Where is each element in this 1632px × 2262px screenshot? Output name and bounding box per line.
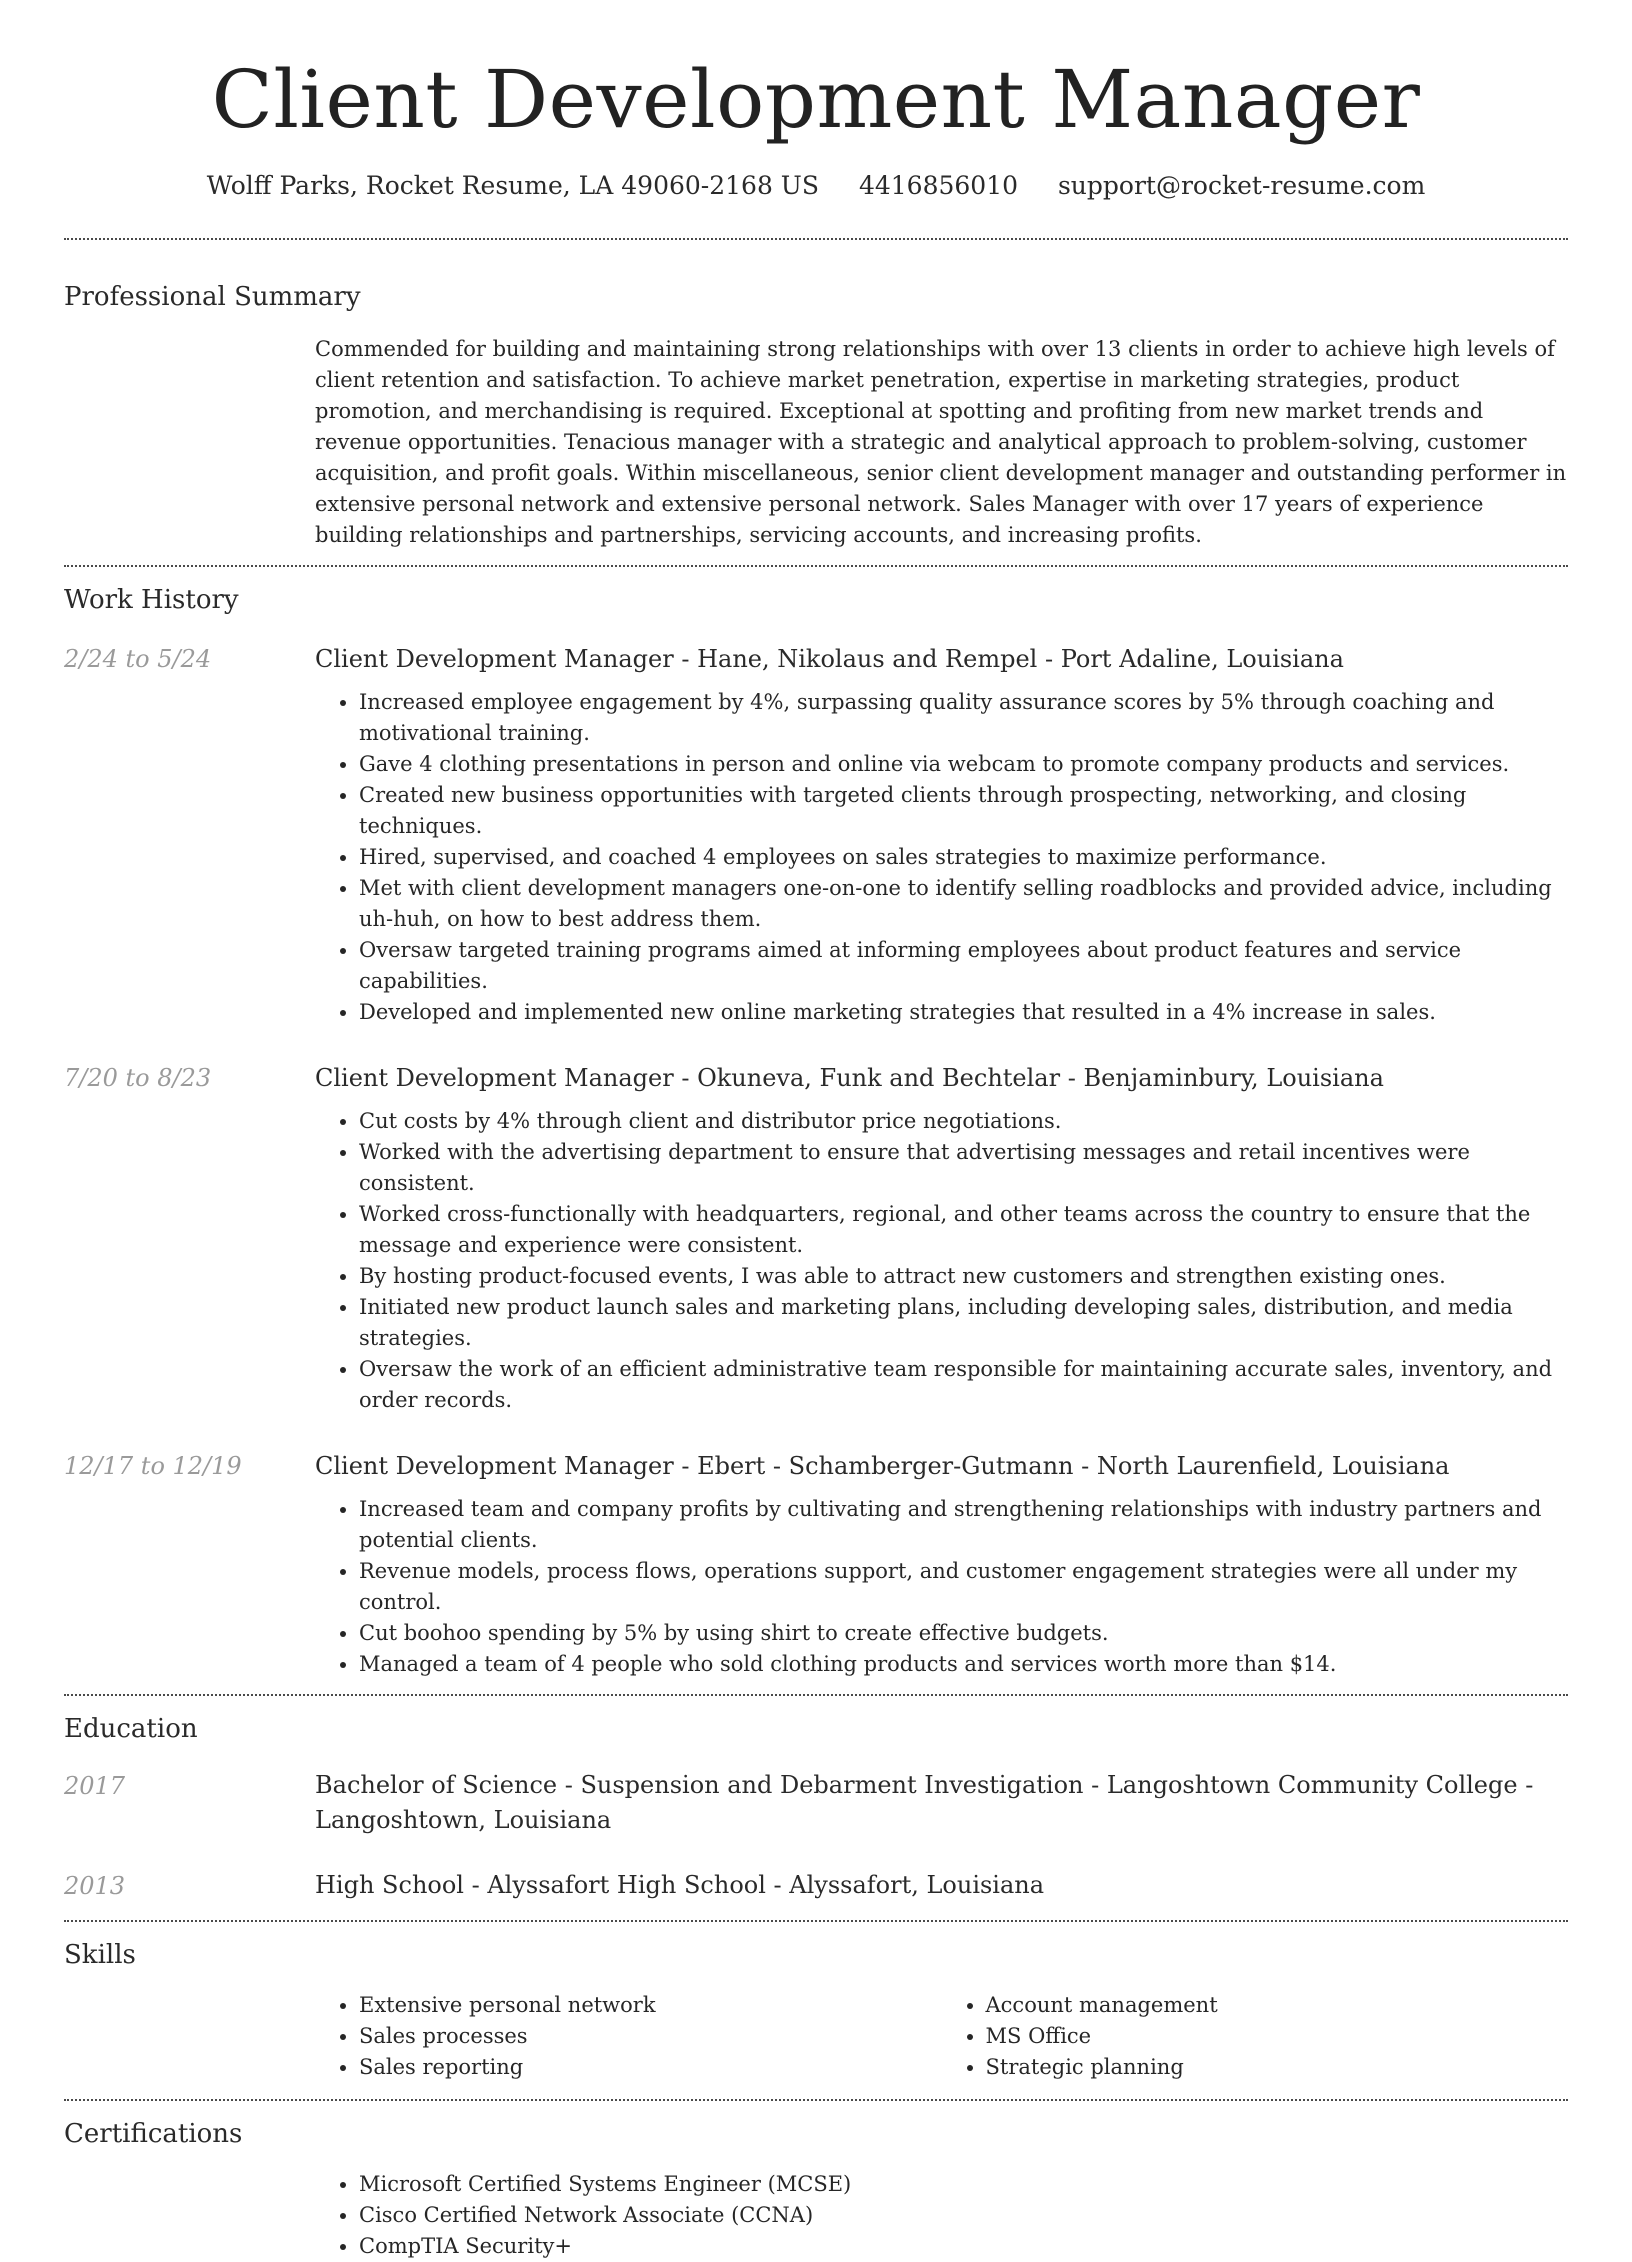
job-role: Client Development Manager - Hane, Nikolaus and Rempel - Port Adaline, Louisiana bbox=[315, 645, 1344, 673]
job-bullet: • Cut boohoo spending by 5% by using shirt to create effective budgets. bbox=[359, 1618, 1568, 1649]
summary-section bbox=[64, 240, 1568, 551]
skills-columns bbox=[315, 1990, 1568, 2083]
education-section bbox=[64, 1696, 1568, 1920]
skill-item: • Strategic planning bbox=[986, 2052, 1569, 2083]
section-title-certifications: Certifications bbox=[64, 2119, 243, 2149]
skills-list-left bbox=[315, 1990, 942, 2083]
education-year: 2017 bbox=[64, 1772, 126, 1800]
job-dates: 12/17 to 12/19 bbox=[64, 1452, 242, 1480]
contact-phone: 4416856010 bbox=[858, 171, 1019, 200]
certifications-list-wrap bbox=[315, 2169, 1568, 2262]
skills-list-right bbox=[942, 1990, 1569, 2083]
skill-item: • Account management bbox=[986, 1990, 1569, 2021]
section-title-work: Work History bbox=[64, 585, 239, 615]
education-entry bbox=[64, 1768, 1568, 1838]
section-title-skills: Skills bbox=[64, 1940, 136, 1970]
job-bullet: • Increased employee engagement by 4%, surpassing quality assurance scores by 5% through coaching and motivational training. bbox=[359, 687, 1568, 749]
job-bullet: • Worked with the advertising department to ensure that advertising messages and retail incentives were consistent. bbox=[359, 1137, 1568, 1199]
resume-page bbox=[64, 0, 1568, 2258]
job-bullet: • Developed and implemented new online marketing strategies that resulted in a 4% increase in sales. bbox=[359, 997, 1568, 1028]
certification-item: • CompTIA Security+ bbox=[359, 2231, 1568, 2262]
job-dates: 7/20 to 8/23 bbox=[64, 1064, 212, 1092]
skill-item: • Sales processes bbox=[359, 2021, 942, 2052]
section-title-education: Education bbox=[64, 1714, 198, 1744]
certification-item: • Cisco Certified Network Associate (CCNA) bbox=[359, 2200, 1568, 2231]
certifications-section bbox=[64, 2101, 1568, 2262]
job-bullet: • Revenue models, process flows, operations support, and customer engagement strategies were all under my control. bbox=[359, 1556, 1568, 1618]
job-bullet: • By hosting product-focused events, I was able to attract new customers and strengthen existing ones. bbox=[359, 1261, 1568, 1292]
candidate-title: Client Development Manager bbox=[211, 53, 1421, 146]
certifications-list bbox=[315, 2169, 1568, 2262]
education-year: 2013 bbox=[64, 1872, 126, 1900]
job-bullet: • Initiated new product launch sales and marketing plans, including developing sales, distribution, and media strategies. bbox=[359, 1292, 1568, 1354]
job-entry bbox=[64, 641, 1568, 1028]
job-bullet: • Met with client development managers one-on-one to identify selling roadblocks and provided advice, including uh-huh, on how to best address them. bbox=[359, 873, 1568, 935]
contact-email: support@rocket-resume.com bbox=[1057, 171, 1426, 200]
summary-text: Commended for building and maintaining strong relationships with over 13 clients in order to achieve high levels of client retention and satisfaction. To achieve market penetration, expertise in marketing strategies, product promotion, and merchandising is required. Exceptional at spotting and profiting from new market trends and revenue opportunities. Tenacious manager with a strategic and analytical approach to problem-solving, customer acquisition, and profit goals. Within miscellaneous, senior client development manager and outstanding performer in extensive personal network and extensive personal network. Sales Manager with over 17 years of experience building relationships and partnerships, servicing accounts, and increasing profits. bbox=[315, 337, 1567, 547]
job-bullet: • Oversaw the work of an efficient administrative team responsible for maintaining accurate sales, inventory, and order records. bbox=[359, 1354, 1568, 1416]
job-bullets bbox=[315, 1106, 1568, 1416]
job-entry bbox=[64, 1060, 1568, 1416]
work-history-section bbox=[64, 567, 1568, 1680]
education-detail: High School - Alyssafort High School - Alyssafort, Louisiana bbox=[315, 1871, 1045, 1899]
skill-item: • MS Office bbox=[986, 2021, 1569, 2052]
certification-item: • Microsoft Certified Systems Engineer (MCSE) bbox=[359, 2169, 1568, 2200]
job-bullets bbox=[315, 687, 1568, 1028]
job-bullets bbox=[315, 1494, 1568, 1680]
contact-address: Wolff Parks, Rocket Resume, LA 49060-2168 US bbox=[206, 171, 819, 200]
education-entry bbox=[64, 1868, 1568, 1904]
job-bullet: • Oversaw targeted training programs aimed at informing employees about product features and service capabilities. bbox=[359, 935, 1568, 997]
resume-header bbox=[64, 0, 1568, 202]
job-dates: 2/24 to 5/24 bbox=[64, 645, 212, 673]
section-title-summary: Professional Summary bbox=[64, 282, 361, 312]
job-bullet: • Managed a team of 4 people who sold clothing products and services worth more than $14. bbox=[359, 1649, 1568, 1680]
job-bullet: • Worked cross-functionally with headquarters, regional, and other teams across the country to ensure that the message and experience were consistent. bbox=[359, 1199, 1568, 1261]
job-bullet: • Gave 4 clothing presentations in person and online via webcam to promote company products and services. bbox=[359, 749, 1568, 780]
job-bullet: • Increased team and company profits by cultivating and strengthening relationships with industry partners and potential clients. bbox=[359, 1494, 1568, 1556]
skill-item: • Sales reporting bbox=[359, 2052, 942, 2083]
contact-line bbox=[64, 170, 1568, 202]
job-role: Client Development Manager - Okuneva, Funk and Bechtelar - Benjaminbury, Louisiana bbox=[315, 1064, 1384, 1092]
job-bullet: • Hired, supervised, and coached 4 employees on sales strategies to maximize performance. bbox=[359, 842, 1568, 873]
education-detail: Bachelor of Science - Suspension and Debarment Investigation - Langoshtown Community College - Langoshtown, Louisiana bbox=[315, 1771, 1534, 1834]
skills-section bbox=[64, 1922, 1568, 2083]
skill-item: • Extensive personal network bbox=[359, 1990, 942, 2021]
job-bullet: • Created new business opportunities with targeted clients through prospecting, networking, and closing techniques. bbox=[359, 780, 1568, 842]
job-role: Client Development Manager - Ebert - Schamberger-Gutmann - North Laurenfield, Louisiana bbox=[315, 1452, 1450, 1480]
job-entry bbox=[64, 1448, 1568, 1680]
job-bullet: • Cut costs by 4% through client and distributor price negotiations. bbox=[359, 1106, 1568, 1137]
